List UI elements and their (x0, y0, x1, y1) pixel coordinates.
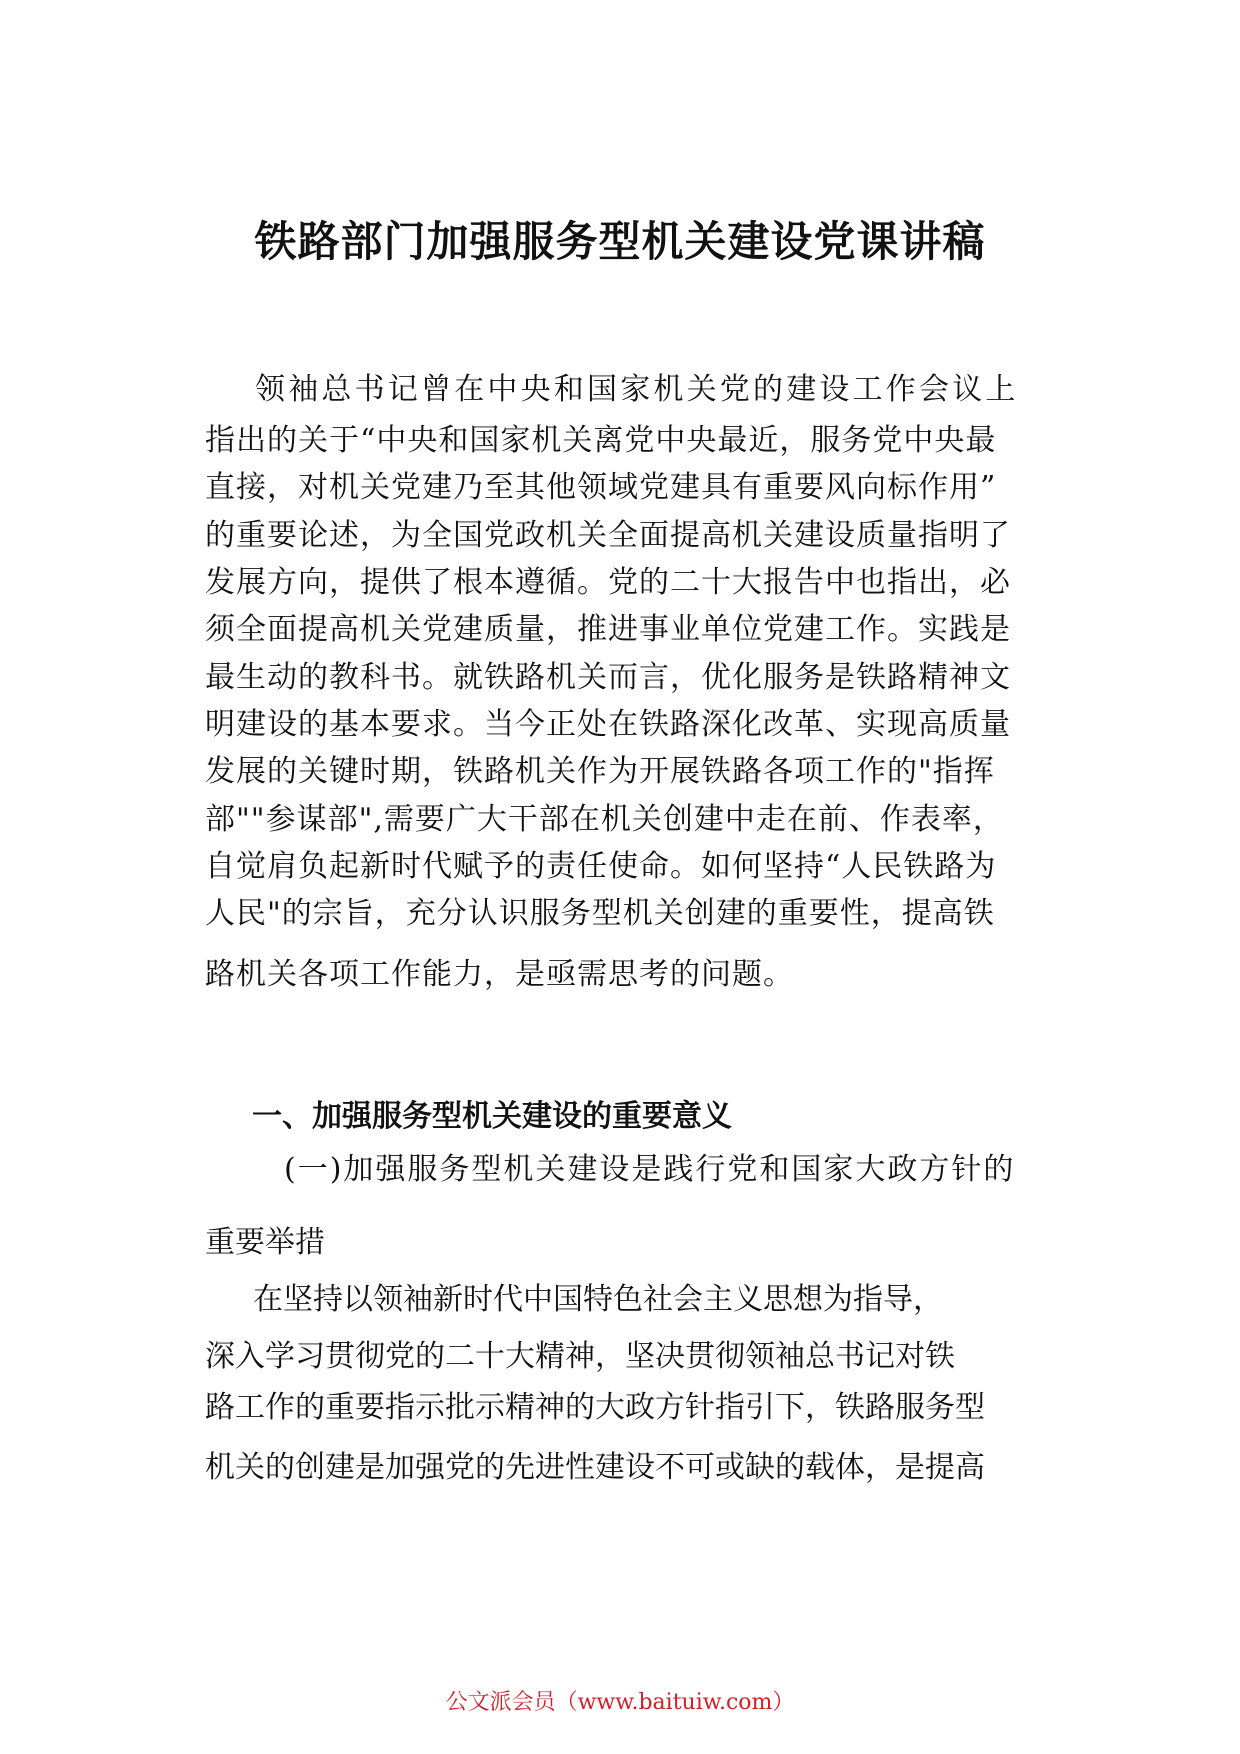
paragraph-line: 机关的创建是加强党的先进性建设不可或缺的载体，是提高 (205, 1450, 985, 1485)
paragraph-line: 人民"的宗旨，充分认识服务型机关创建的重要性，提高铁 (205, 896, 995, 931)
paragraph-line: 深入学习贯彻党的二十大精神，坚决贯彻领袖总书记对铁 (205, 1339, 955, 1374)
paragraph-line: 指出的关于“中央和国家机关离党中央最近，服务党中央最 (205, 423, 997, 458)
paragraph-line: 直接，对机关党建乃至其他领域党建具有重要风向标作用” (205, 470, 997, 505)
paragraph-line: 发展方向，提供了根本遵循。党的二十大报告中也指出，必 (205, 565, 1011, 600)
paragraph-line: 明建设的基本要求。当今正处在铁路深化改革、实现高质量 (205, 707, 1011, 742)
paragraph-line: 部""参谋部",需要广大干部在机关创建中走在前、作表率， (205, 802, 1004, 837)
paragraph-line: 发展的关键时期，铁路机关作为开展铁路各项工作的"指挥 (205, 754, 995, 789)
subheading-line: (一)加强服务型机关建设是践行党和国家大政方针的 (284, 1152, 1016, 1187)
paragraph-line: 最生动的教科书。就铁路机关而言，优化服务是铁路精神文 (205, 660, 1011, 695)
paragraph-line: 须全面提高机关党建质量，推进事业单位党建工作。实践是 (205, 612, 1011, 647)
paragraph-line: 路机关各项工作能力，是亟需思考的问题。 (205, 957, 794, 992)
footer-watermark: 公文派会员（www.baituiw.com） (445, 1690, 795, 1715)
section-heading-1: 一、加强服务型机关建设的重要意义 (252, 1099, 732, 1134)
paragraph-line: 自觉肩负起新时代赋予的责任使命。如何坚持“人民铁路为 (205, 849, 997, 884)
subheading-line: 重要举措 (205, 1225, 325, 1260)
document-title: 铁路部门加强服务型机关建设党课讲稿 (254, 217, 986, 266)
paragraph-line: 的重要论述，为全国党政机关全面提高机关建设质量指明了 (205, 518, 1011, 553)
paragraph-line: 在坚持以领袖新时代中国特色社会主义思想为指导， (253, 1282, 943, 1317)
paragraph-line: 领袖总书记曾在中央和国家机关党的建设工作会议上 (255, 372, 1019, 407)
paragraph-line: 路工作的重要指示批示精神的大政方针指引下，铁路服务型 (205, 1390, 985, 1425)
